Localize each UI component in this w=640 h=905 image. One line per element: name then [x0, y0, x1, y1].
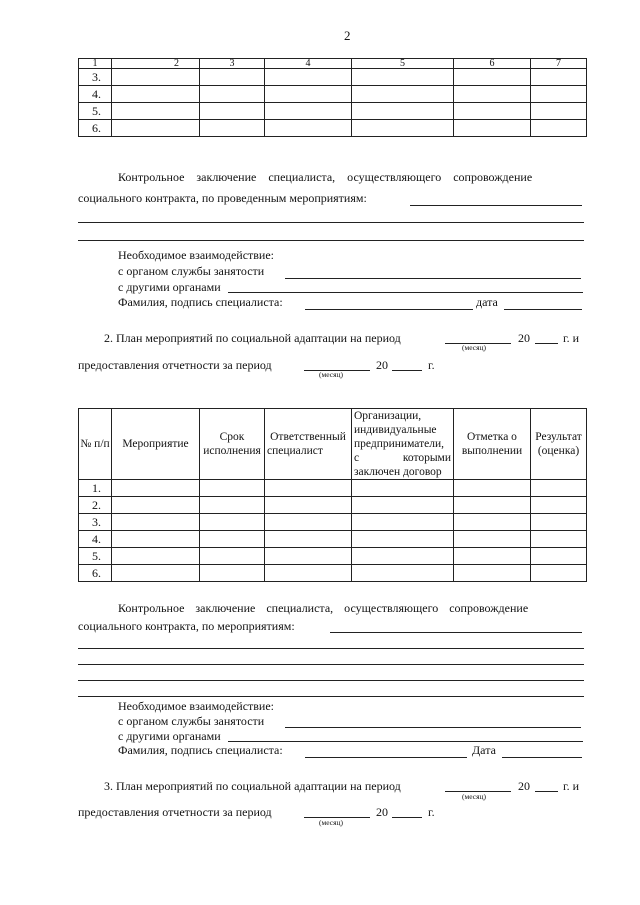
plan3-report-year-prefix: 20 [376, 805, 388, 819]
table-cell[interactable] [352, 86, 454, 103]
plan2-year-field[interactable] [535, 343, 558, 344]
table-cell[interactable] [200, 103, 265, 120]
table-cell[interactable] [265, 548, 352, 565]
conclusion2-text-line2: социального контракта, по мероприятиям: [78, 619, 295, 633]
row-number: 5. [79, 103, 112, 120]
date-field[interactable] [504, 309, 582, 310]
table-cell[interactable] [352, 103, 454, 120]
col-num-6: 6 [454, 59, 531, 69]
plan2-year-suffix: г. и [563, 331, 579, 345]
signature2-field[interactable] [305, 757, 467, 758]
table-cell[interactable] [200, 86, 265, 103]
header-mark-line2: выполнении [461, 445, 523, 457]
employment-service-field[interactable] [285, 278, 581, 279]
table-cell[interactable] [352, 514, 454, 531]
col-num-3: 3 [200, 59, 265, 69]
plan3-year-prefix: 20 [518, 779, 530, 793]
table-cell[interactable] [454, 480, 531, 497]
header-event: Мероприятие [112, 409, 200, 480]
table-cell[interactable] [531, 514, 587, 531]
table-cell[interactable] [531, 531, 587, 548]
plan2-year-prefix: 20 [518, 331, 530, 345]
date2-field[interactable] [502, 757, 582, 758]
table-cell[interactable] [454, 514, 531, 531]
conclusion2-text-line1: Контрольное заключение специалиста, осуществляющего сопровождение [118, 601, 529, 615]
header-responsible-line1: Ответственный [270, 431, 346, 443]
table-cell[interactable] [531, 565, 587, 582]
date2-label: Дата [472, 743, 496, 757]
header-term [200, 409, 265, 480]
table-cell[interactable] [265, 514, 352, 531]
table-cell[interactable] [265, 497, 352, 514]
table-cell[interactable] [265, 69, 352, 86]
table-cell[interactable] [200, 120, 265, 137]
employment-service2-label: с органом службы занятости [118, 714, 265, 728]
col-num-1: 1 [79, 59, 112, 69]
conclusion-text-line2: социального контракта, по проведенным мероприятиям: [78, 191, 367, 205]
table-cell[interactable] [112, 514, 200, 531]
row-number: 5. [79, 548, 112, 565]
table-row [79, 497, 587, 514]
plan2-report-year-prefix: 20 [376, 358, 388, 372]
table-row [79, 120, 587, 137]
header-num: № п/п [79, 409, 112, 480]
table-cell[interactable] [531, 548, 587, 565]
employment-service-label: с органом службы занятости [118, 264, 265, 278]
continuation-table [78, 58, 587, 137]
table-row [79, 548, 587, 565]
header-org-line4b: которыми [402, 452, 451, 464]
other-agencies-label: с другими органами [118, 280, 221, 294]
signature-label: Фамилия, подпись специалиста: [118, 295, 283, 309]
table-cell[interactable] [454, 69, 531, 86]
header-term-line2: исполнения [203, 445, 261, 457]
col-num-5: 5 [352, 59, 454, 69]
header-mark [454, 409, 531, 480]
table-row [79, 103, 587, 120]
conclusion-field[interactable] [410, 205, 582, 206]
row-number: 4. [79, 531, 112, 548]
adaptation-plan-table [78, 408, 587, 582]
table-cell[interactable] [200, 514, 265, 531]
conclusion2-line[interactable] [78, 664, 584, 665]
other-agencies-field[interactable] [228, 292, 583, 293]
table-cell[interactable] [200, 480, 265, 497]
header-result [531, 409, 587, 480]
table-cell[interactable] [531, 69, 587, 86]
conclusion-line[interactable] [78, 222, 584, 223]
table-cell[interactable] [454, 548, 531, 565]
row-number: 6. [79, 565, 112, 582]
plan2-report-year-suffix: г. [428, 358, 435, 372]
table-cell[interactable] [200, 497, 265, 514]
plan2-report-year-field[interactable] [392, 370, 422, 371]
table-row [79, 531, 587, 548]
conclusion-text-line1: Контрольное заключение специалиста, осуществляющего сопровождение [118, 170, 533, 184]
table-cell[interactable] [200, 548, 265, 565]
table-cell[interactable] [454, 86, 531, 103]
row-number: 2. [79, 497, 112, 514]
conclusion2-line[interactable] [78, 696, 584, 697]
page-number: 2 [344, 28, 351, 43]
table-cell[interactable] [352, 497, 454, 514]
table-cell[interactable] [352, 120, 454, 137]
table-cell[interactable] [531, 497, 587, 514]
header-result-line2: (оценка) [537, 445, 580, 457]
plan3-report-label: предоставления отчетности за период [78, 805, 272, 819]
table-header-row [79, 59, 587, 69]
interaction-title: Необходимое взаимодействие: [118, 248, 275, 262]
table-cell[interactable] [454, 103, 531, 120]
table-cell[interactable] [531, 86, 587, 103]
table-row [79, 480, 587, 497]
table-cell[interactable] [352, 565, 454, 582]
plan3-report-month-note: (месяц) [319, 818, 344, 827]
table-cell[interactable] [454, 497, 531, 514]
header-result-line1: Результат [535, 431, 582, 443]
col-num-4: 4 [265, 59, 352, 69]
table-header-row [79, 409, 587, 480]
table-cell[interactable] [454, 565, 531, 582]
conclusion2-line[interactable] [78, 648, 584, 649]
row-number: 6. [79, 120, 112, 137]
table-cell[interactable] [352, 531, 454, 548]
table-cell[interactable] [112, 69, 200, 86]
table-cell[interactable] [531, 480, 587, 497]
signature-field[interactable] [305, 309, 473, 310]
header-responsible-line2: специалист [267, 445, 323, 457]
table-cell[interactable] [265, 565, 352, 582]
table-cell[interactable] [112, 548, 200, 565]
plan3-report-year-suffix: г. [428, 805, 435, 819]
plan3-month-note: (месяц) [462, 792, 487, 801]
row-number: 4. [79, 86, 112, 103]
header-org-line1: Организации, [354, 410, 422, 422]
other-agencies2-field[interactable] [228, 741, 583, 742]
plan3-year-suffix: г. и [563, 779, 579, 793]
table-cell[interactable] [112, 480, 200, 497]
plan2-report-label: предоставления отчетности за период [78, 358, 272, 372]
table-cell[interactable] [112, 120, 200, 137]
table-cell[interactable] [352, 480, 454, 497]
table-cell[interactable] [454, 120, 531, 137]
table-row [79, 565, 587, 582]
table-cell[interactable] [265, 86, 352, 103]
plan3-year-field[interactable] [535, 791, 558, 792]
header-org-line4a: с [354, 452, 360, 464]
table-row [79, 514, 587, 531]
table-cell[interactable] [112, 565, 200, 582]
col-num-2: 2 [112, 59, 200, 69]
table-cell[interactable] [265, 103, 352, 120]
row-number: 1. [79, 480, 112, 497]
plan2-report-month-note: (месяц) [319, 370, 344, 379]
employment-service2-field[interactable] [285, 727, 581, 728]
signature2-label: Фамилия, подпись специалиста: [118, 743, 283, 757]
table-cell[interactable] [265, 480, 352, 497]
header-mark-line1: Отметка о [467, 431, 517, 443]
conclusion2-line[interactable] [78, 680, 584, 681]
row-number: 3. [79, 69, 112, 86]
table-cell[interactable] [200, 69, 265, 86]
plan2-title: 2. План мероприятий по социальной адаптации на период [104, 331, 401, 345]
table-cell[interactable] [200, 565, 265, 582]
header-term-line1: Срок [219, 431, 245, 443]
row-number: 3. [79, 514, 112, 531]
table-cell[interactable] [112, 103, 200, 120]
plan3-report-year-field[interactable] [392, 817, 422, 818]
table-cell[interactable] [352, 548, 454, 565]
table-cell[interactable] [352, 69, 454, 86]
table-cell[interactable] [200, 531, 265, 548]
table-cell[interactable] [265, 120, 352, 137]
table-cell[interactable] [112, 497, 200, 514]
table-cell[interactable] [112, 86, 200, 103]
table-cell[interactable] [531, 103, 587, 120]
table-cell[interactable] [531, 120, 587, 137]
other-agencies2-label: с другими органами [118, 729, 221, 743]
header-organizations [352, 409, 454, 480]
header-responsible [265, 409, 352, 480]
table-cell[interactable] [454, 531, 531, 548]
table-row [79, 69, 587, 86]
header-org-line4 [354, 451, 451, 465]
conclusion2-field[interactable] [330, 632, 582, 633]
col-num-7: 7 [531, 59, 587, 69]
header-org-line3: предприниматели, [354, 438, 444, 450]
plan2-month-note: (месяц) [462, 343, 487, 352]
date-label: дата [476, 295, 498, 309]
header-org-line2: индивидуальные [354, 424, 437, 436]
interaction2-title: Необходимое взаимодействие: [118, 699, 275, 713]
plan3-title: 3. План мероприятий по социальной адаптации на период [104, 779, 401, 793]
conclusion-line[interactable] [78, 240, 584, 241]
table-cell[interactable] [265, 531, 352, 548]
header-org-line5: заключен договор [354, 466, 442, 478]
table-cell[interactable] [112, 531, 200, 548]
table-row [79, 86, 587, 103]
